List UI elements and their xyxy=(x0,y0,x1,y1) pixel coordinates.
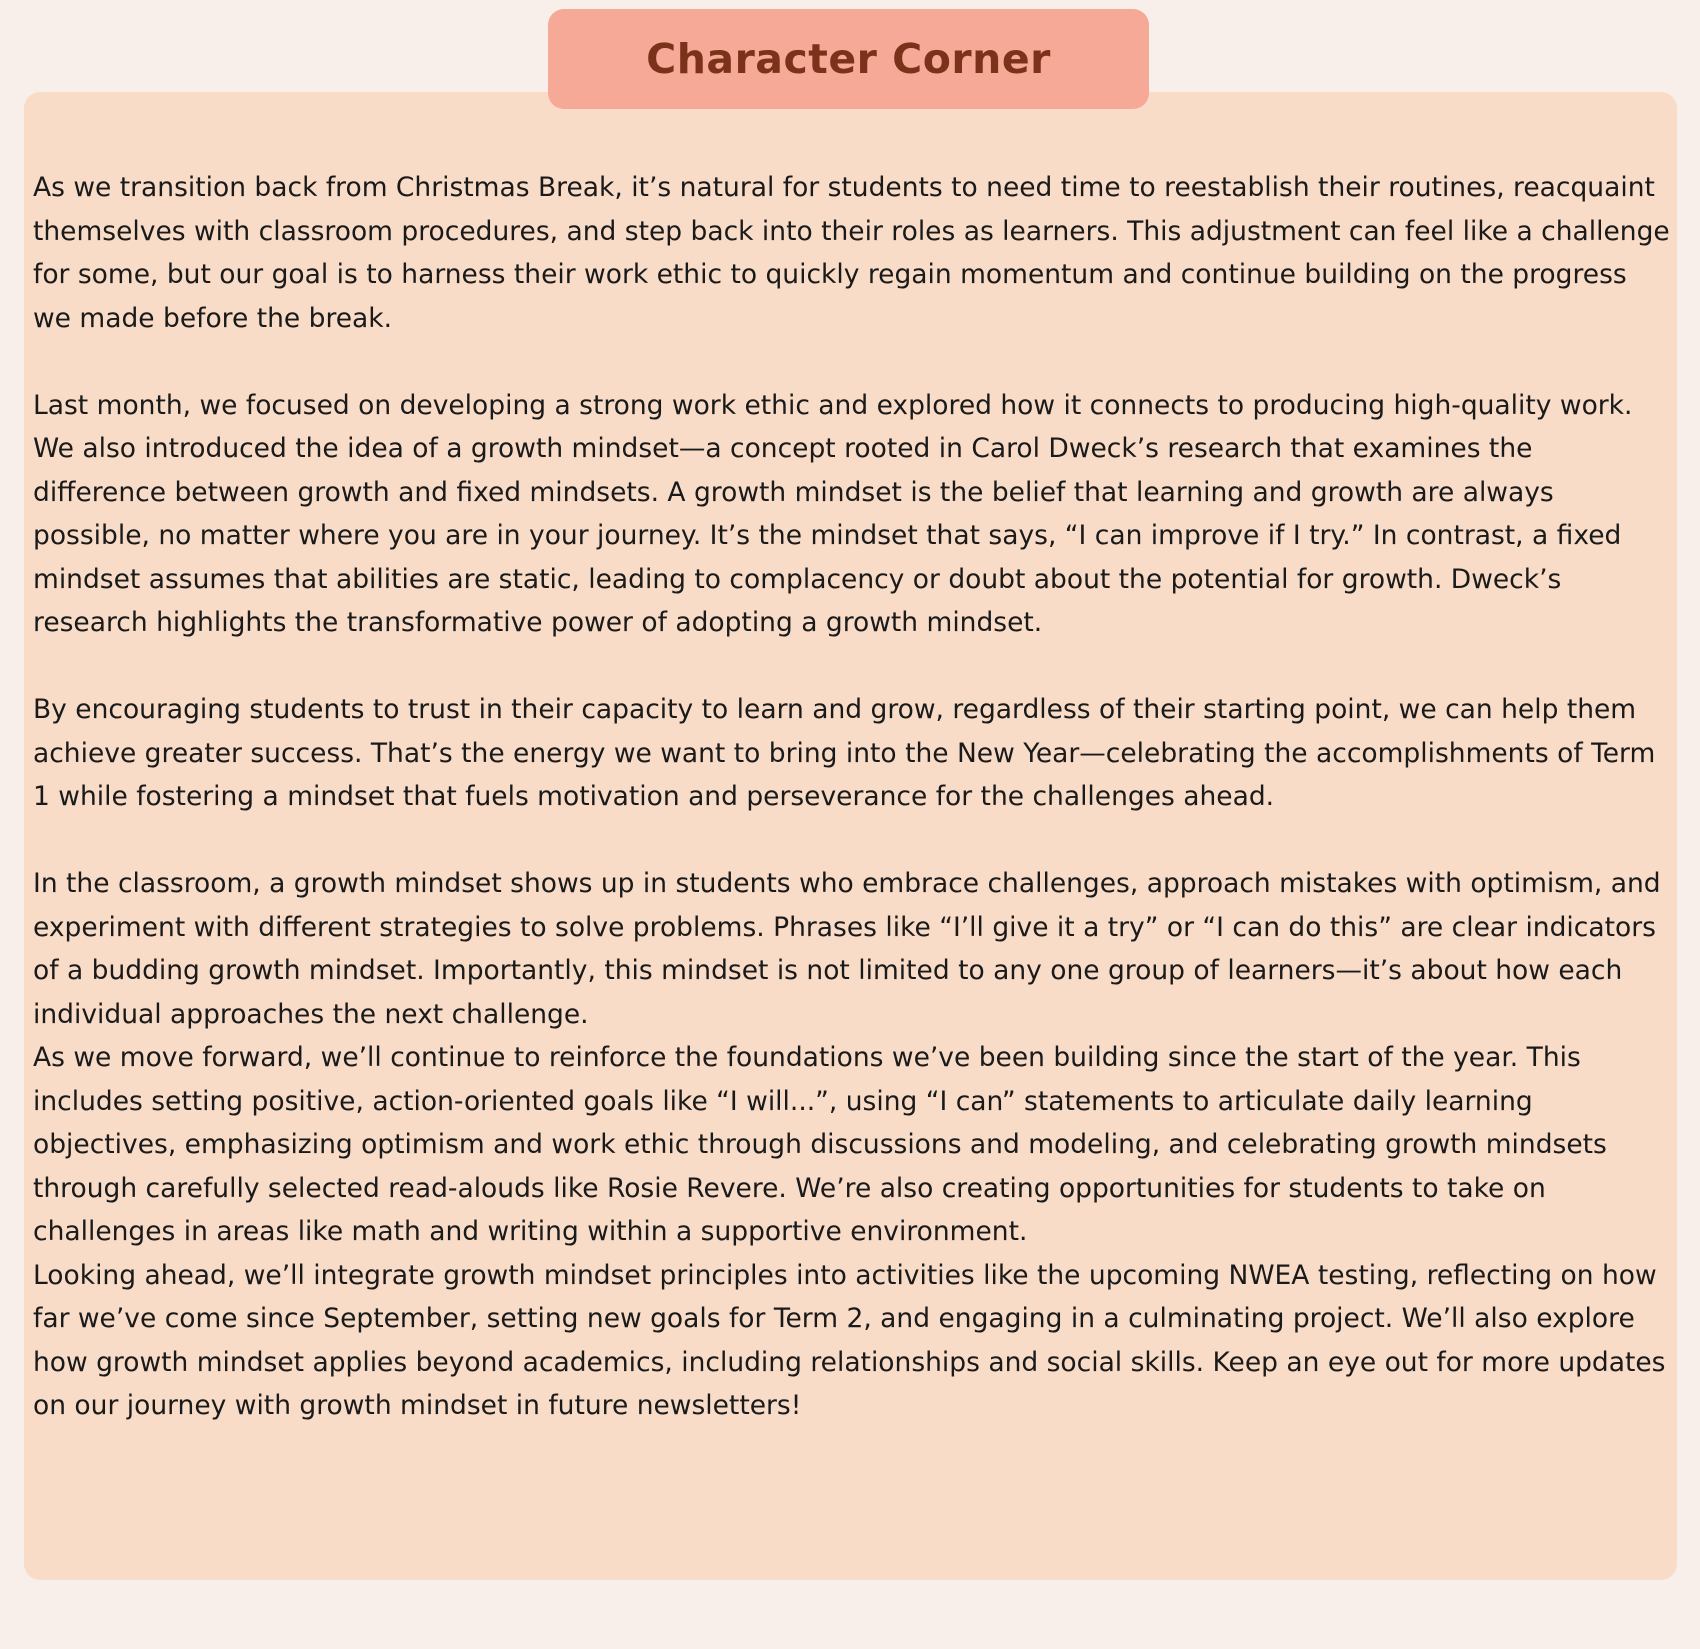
paragraph: By encouraging students to trust in their capacity to learn and grow, regardless of their starting point, we can help them achieve greater success. That’s the energy we want to bring into the New Year—celebrating the accomplishments of Term 1 while fostering a mindset that fuels motivation and perseverance for the challenges ahead. xyxy=(33,694,1656,812)
paragraph: As we transition back from Christmas Break, it’s natural for students to need time to reestablish their routines, reacquaint themselves with classroom procedures, and step back into their roles as learners. This adjustment can feel like a challenge for some, but our goal is to harness their work ethic to quickly regain momentum and continue building on the progress we made before the break. xyxy=(33,172,1670,334)
page-title: Character Corner xyxy=(646,35,1051,83)
article-body xyxy=(33,166,1673,1428)
paragraph: As we move forward, we’ll continue to reinforce the foundations we’ve been building since the start of the year. This includes setting positive, action-oriented goals like “I will...”, using “I can” statements to articulate daily learning objectives, emphasizing optimism and work ethic through discussions and modeling, and celebrating growth mindsets through carefully selected read-alouds like Rosie Revere. We’re also creating opportunities for students to take on challenges in areas like math and writing within a supportive environment. xyxy=(33,1042,1607,1247)
paragraph: Last month, we focused on developing a strong work ethic and explored how it connects to producing high-quality work. We also introduced the idea of a growth mindset—a concept rooted in Carol Dweck’s research that examines the difference between growth and fixed mindsets. A growth mindset is the belief that learning and growth are always possible, no matter where you are in your journey. It’s the mindset that says, “I can improve if I try.” In contrast, a fixed mindset assumes that abilities are static, leading to complacency or doubt about the potential for growth. Dweck’s research highlights the transformative power of adopting a growth mindset. xyxy=(33,389,1633,638)
paragraph: Looking ahead, we’ll integrate growth mindset principles into activities like the upcoming NWEA testing, reflecting on how far we’ve come since September, setting new goals for Term 2, and engaging in a culminating project. We’ll also explore how growth mindset applies beyond academics, including relationships and social skills. Keep an eye out for more updates on our journey with growth mindset in future newsletters! xyxy=(33,1259,1666,1421)
paragraph: In the classroom, a growth mindset shows up in students who embrace challenges, approach mistakes with optimism, and experiment with different strategies to solve problems. Phrases like “I’ll give it a try” or “I can do this” are clear indicators of a budding growth mindset. Importantly, this mindset is not limited to any one group of learners—it’s about how each individual approaches the next challenge. xyxy=(33,868,1661,1030)
title-banner xyxy=(548,9,1149,109)
